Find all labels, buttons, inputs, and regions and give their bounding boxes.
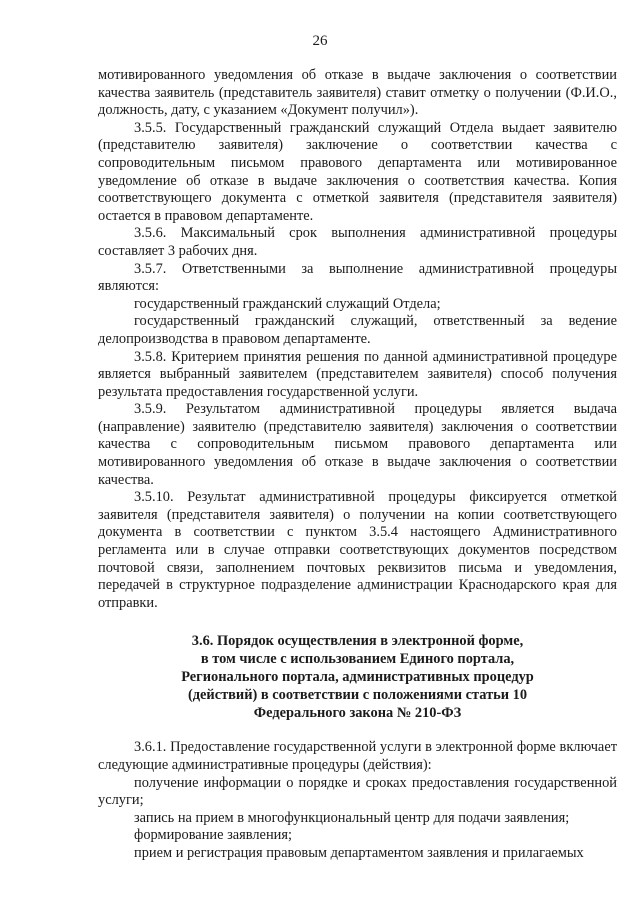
- list-item-procedure-4: прием и регистрация правовым департаментом заявления и прилагаемых: [134, 844, 584, 861]
- list-item-responsible-2: государственный гражданский служащий, ответственный за ведение делопроизводства в правовом департаменте.: [98, 313, 617, 347]
- section-heading-line: в том числе с использованием Единого портала,: [200, 651, 515, 668]
- paragraph-continuation: мотивированного уведомления об отказе в выдаче заключения о соответствии качества заявитель (представитель заявителя) ставит отметку о получении (Ф.И.О., должность, дату, с указанием «Документ получил»).: [98, 67, 617, 119]
- section-heading-line: (действий) в соответствии с положениями статьи 10: [187, 687, 528, 704]
- list-item-procedure-1: получение информации о порядке и сроках предоставления государственной услуги;: [98, 774, 617, 809]
- section-heading-line: 3.6. Порядок осуществления в электронной форме,: [191, 633, 524, 650]
- page-number: 26: [312, 33, 328, 49]
- paragraph-3-5-7: 3.5.7. Ответственными за выполнение административной процедуры являются:: [98, 260, 617, 295]
- list-item-responsible-1: государственный гражданский служащий Отдела;: [134, 295, 441, 312]
- section-heading-line: Регионального портала, административных процедур: [181, 669, 534, 686]
- paragraph-3-5-5: 3.5.5. Государственный гражданский служащий Отдела выдает заявителю (представителю заявителя) заключение о соответствии качества с сопроводительным письмом правового департамента или мотивированное уведомление об отказе в выдаче заключения о соответствия качества. Копия соответствующего документа с отметкой заявителя (представителя заявителя) остается в правовом департаменте.: [98, 119, 617, 224]
- paragraph-3-5-9: 3.5.9. Результатом административной процедуры является выдача (направление) заявителю (представителю заявителя) заключения о соответствии качества с сопроводительным письмом правового департамента или мотивированного уведомления об отказе в выдаче заключения о соответствии качества.: [98, 401, 617, 488]
- paragraph-3-5-10: 3.5.10. Результат административной процедуры фиксируется отметкой заявителя (представителя заявителя) о получении на копии соответствующего документа в соответствии с пунктом 3.5.4 настоящего Административного регламента или в случае отправки соответствующих документов посредством почтовой связи, заполнением почтовых реквизитов письма и уведомления, передачей в структурное подразделение администрации Краснодарского края для отправки.: [98, 489, 617, 611]
- paragraph-3-6-1: 3.6.1. Предоставление государственной услуги в электронной форме включает следующие административные процедуры (действия):: [98, 739, 617, 773]
- section-heading-line: Федерального закона № 210-ФЗ: [253, 705, 462, 722]
- paragraph-3-5-6: 3.5.6. Максимальный срок выполнения административной процедуры составляет 3 рабочих дня.: [98, 225, 617, 259]
- list-item-procedure-3: формирование заявления;: [134, 827, 292, 844]
- section-heading-3-6: [98, 632, 617, 722]
- paragraph-3-5-8: 3.5.8. Критерием принятия решения по данной административной процедуре является выбранный заявителем (представителем заявителя) способ получения результата предоставления государственной услуги.: [98, 348, 617, 400]
- document-body: [98, 67, 617, 863]
- list-item-procedure-2: запись на прием в многофункциональный центр для подачи заявления;: [134, 809, 570, 826]
